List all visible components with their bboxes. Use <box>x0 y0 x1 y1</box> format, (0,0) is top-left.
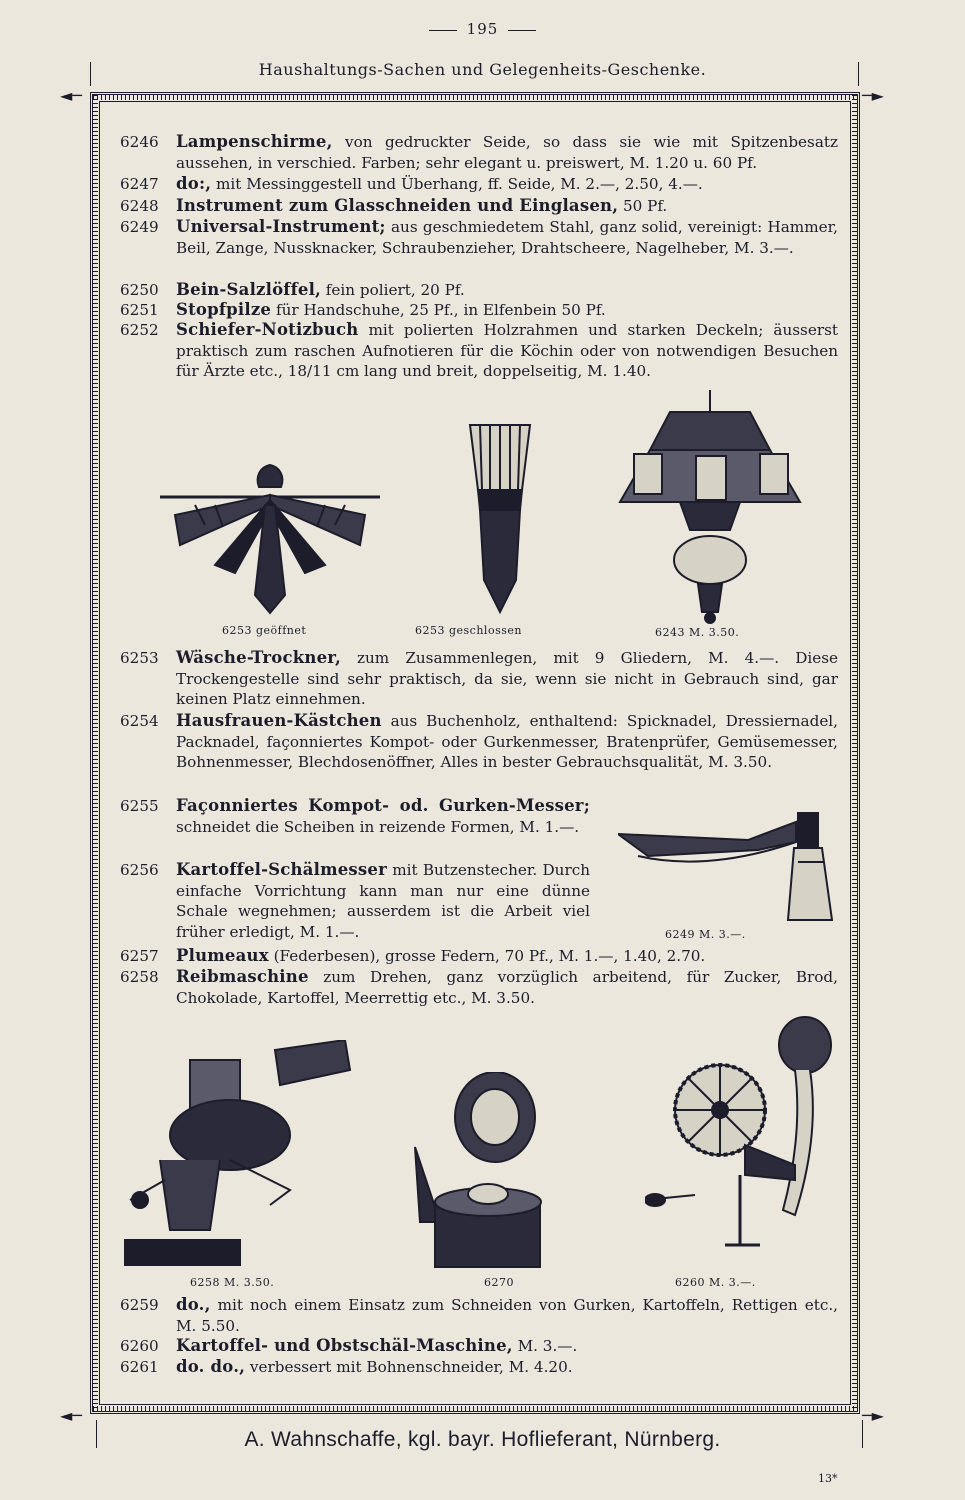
page-number: 195 <box>0 20 965 38</box>
entry-number: 6250 <box>120 281 159 299</box>
entry-number: 6253 <box>120 649 159 667</box>
frame-hatch-right <box>852 95 857 1411</box>
entry-title: Reibmaschine <box>176 967 309 986</box>
signature-mark: 13* <box>818 1472 838 1485</box>
arrow-left-icon: ◄─ <box>60 86 82 105</box>
entry-body <box>176 648 838 710</box>
catalog-entry <box>120 967 838 1008</box>
entry-title: do. do., <box>176 1357 246 1376</box>
catalog-entry <box>120 300 838 321</box>
entry-body <box>176 1357 838 1378</box>
caption-lamp: 6243 M. 3.50. <box>655 626 740 639</box>
frame-hatch-bottom <box>93 1406 857 1411</box>
entry-number: 6246 <box>120 133 159 151</box>
catalog-entry <box>120 196 838 217</box>
entry-body <box>176 1295 838 1336</box>
entry-title: Façonniertes Kompot- od. Gurken-Messer; <box>176 796 590 815</box>
entry-description: 50 Pf. <box>618 197 668 215</box>
entry-description: M. 3.—. <box>512 1337 578 1355</box>
catalog-entry <box>120 217 838 258</box>
caption-rack-closed: 6253 geschlossen <box>415 624 522 637</box>
catalog-entry <box>120 174 838 195</box>
entry-body <box>176 796 590 837</box>
caption-grater: 6258 M. 3.50. <box>190 1276 275 1289</box>
footer-imprint: A. Wahnschaffe, kgl. bayr. Hoflieferant, Nürnberg. <box>244 1428 721 1451</box>
entry-description: zum Zusammenlegen, mit 9 Gliedern, M. 4.—. Diese Trockengestelle sind sehr praktisch, da sie, wenn sie nicht in Gebrauch sind, gar keinen Platz einnehmen. <box>176 649 838 708</box>
entry-body <box>176 946 838 967</box>
entry-title: Plumeaux <box>176 946 269 965</box>
arrow-right-icon: ─► <box>862 86 884 105</box>
entry-number: 6256 <box>120 861 159 879</box>
entry-description: fein poliert, 20 Pf. <box>320 281 465 299</box>
page-header: Haushaltungs-Sachen und Gelegenheits-Geschenke. <box>258 60 707 79</box>
corner-tick-tl <box>90 62 91 86</box>
catalog-entry <box>120 711 838 773</box>
entry-description: schneidet die Scheiben in reizende Formen, M. 1.—. <box>176 817 580 836</box>
catalog-entry <box>120 1295 838 1336</box>
arrow-left-icon: ◄─ <box>60 1406 82 1425</box>
drying-rack-open-illustration <box>155 455 385 615</box>
catalog-entry <box>120 1357 838 1378</box>
entry-title: Wäsche-Trockner, <box>176 648 341 667</box>
entry-body <box>176 196 838 217</box>
entry-description: mit polierten Holzrahmen und starken Deckeln; äusserst praktisch zum raschen Aufnotieren für die Köchin oder von notwendigen Besuchen für Ärzte etc., 18/11 cm lang und breit, doppelseitig, M. 1.40. <box>176 321 838 380</box>
entry-body <box>176 320 838 382</box>
frame-hatch-left <box>93 95 98 1411</box>
entry-title: Kartoffel-Schälmesser <box>176 860 388 879</box>
entry-description: mit Messinggestell und Überhang, ff. Seide, M. 2.—, 2.50, 4.—. <box>211 175 703 193</box>
entry-number: 6254 <box>120 712 159 730</box>
arrow-right-icon: ─► <box>862 1406 884 1425</box>
entry-number: 6249 <box>120 218 159 236</box>
entry-title: do., <box>176 1295 211 1314</box>
entry-body <box>176 300 838 321</box>
entry-description: zum Drehen, ganz vorzüglich arbeitend, für Zucker, Brod, Chokolade, Kartoffel, Meerrettig etc., M. 3.50. <box>176 968 838 1007</box>
grater-machine-illustration <box>120 1040 355 1280</box>
caption-jar: 6270 <box>484 1276 514 1289</box>
entry-title: Bein-Salzlöffel, <box>176 280 321 299</box>
catalog-entry <box>120 132 838 173</box>
entry-description: aus geschmiedetem Stahl, ganz solid, vereinigt: Hammer, Beil, Zange, Nussknacker, Schraubenzieher, Drahtscheere, Nagelheber, M. 3.—. <box>176 218 838 257</box>
entry-title: Instrument zum Glasschneiden und Einglasen, <box>176 196 619 215</box>
entry-description: mit Butzenstecher. Durch einfache Vorrichtung kann man nur eine dünne Schale wegnehmen; ausserdem ist die Arbeit viel früher erledigt, M. 1.—. <box>176 861 590 941</box>
catalog-entry <box>120 320 838 382</box>
jar-illustration <box>410 1072 560 1277</box>
entry-body <box>176 967 838 1008</box>
entry-title: Stopfpilze <box>176 300 272 319</box>
catalog-entry <box>120 280 838 301</box>
catalog-entry <box>120 946 838 967</box>
caption-rack-open: 6253 geöffnet <box>222 624 307 637</box>
lampshade-illustration <box>610 390 810 625</box>
peeling-machine-illustration <box>645 1015 835 1280</box>
entry-description: mit noch einem Einsatz zum Schneiden von Gurken, Kartoffeln, Rettigen etc., M. 5.50. <box>176 1296 838 1335</box>
entry-number: 6248 <box>120 197 159 215</box>
entry-title: Schiefer-Notizbuch <box>176 320 359 339</box>
entry-number: 6260 <box>120 1337 159 1355</box>
caption-tool: 6249 M. 3.—. <box>665 928 746 941</box>
entry-body <box>176 860 590 942</box>
catalog-entry <box>120 860 590 942</box>
frame-hatch-top <box>93 95 857 100</box>
entry-description: von gedruckter Seide, so dass sie wie mit Spitzenbesatz aussehen, in verschied. Farben; sehr elegant u. preiswert, M. 1.20 u. 60 Pf. <box>176 133 838 172</box>
entry-description: aus Buchenholz, enthaltend: Spicknadel, Dressiernadel, Packnadel, façonniertes Kompot- oder Gurkenmesser, Bratenprüfer, Gemüsemesser, Bohnenmesser, Blechdosenöffner, Alles in bester Gebrauchsqualität, M. 3.50. <box>176 712 838 771</box>
entry-title: Hausfrauen-Kästchen <box>176 711 382 730</box>
entry-description: für Handschuhe, 25 Pf., in Elfenbein 50 Pf. <box>271 301 606 319</box>
catalog-entry <box>120 648 838 710</box>
entry-body <box>176 280 838 301</box>
entry-number: 6247 <box>120 175 159 193</box>
entry-description: (Federbesen), grosse Federn, 70 Pf., M. 1.—, 1.40, 2.70. <box>268 947 706 965</box>
entry-body <box>176 174 838 195</box>
entry-number: 6259 <box>120 1296 159 1314</box>
caption-peeler: 6260 M. 3.—. <box>675 1276 756 1289</box>
entry-description: verbessert mit Bohnenschneider, M. 4.20. <box>245 1358 573 1376</box>
entry-number: 6252 <box>120 321 159 339</box>
catalog-entry <box>120 1336 838 1357</box>
entry-title: Lampenschirme, <box>176 132 333 151</box>
entry-title: Universal-Instrument; <box>176 217 386 236</box>
catalog-entry <box>120 796 590 837</box>
entry-body <box>176 711 838 773</box>
corner-tick-tr <box>858 62 859 86</box>
drying-rack-closed-illustration <box>460 420 540 620</box>
entry-number: 6257 <box>120 947 159 965</box>
universal-tool-illustration <box>618 812 833 932</box>
entry-title: Kartoffel- und Obstschäl-Maschine, <box>176 1336 513 1355</box>
entry-body <box>176 132 838 173</box>
entry-number: 6255 <box>120 797 159 815</box>
entry-body <box>176 1336 838 1357</box>
entry-number: 6251 <box>120 301 159 319</box>
entry-number: 6258 <box>120 968 159 986</box>
entry-title: do:, <box>176 174 212 193</box>
entry-body <box>176 217 838 258</box>
entry-number: 6261 <box>120 1358 159 1376</box>
